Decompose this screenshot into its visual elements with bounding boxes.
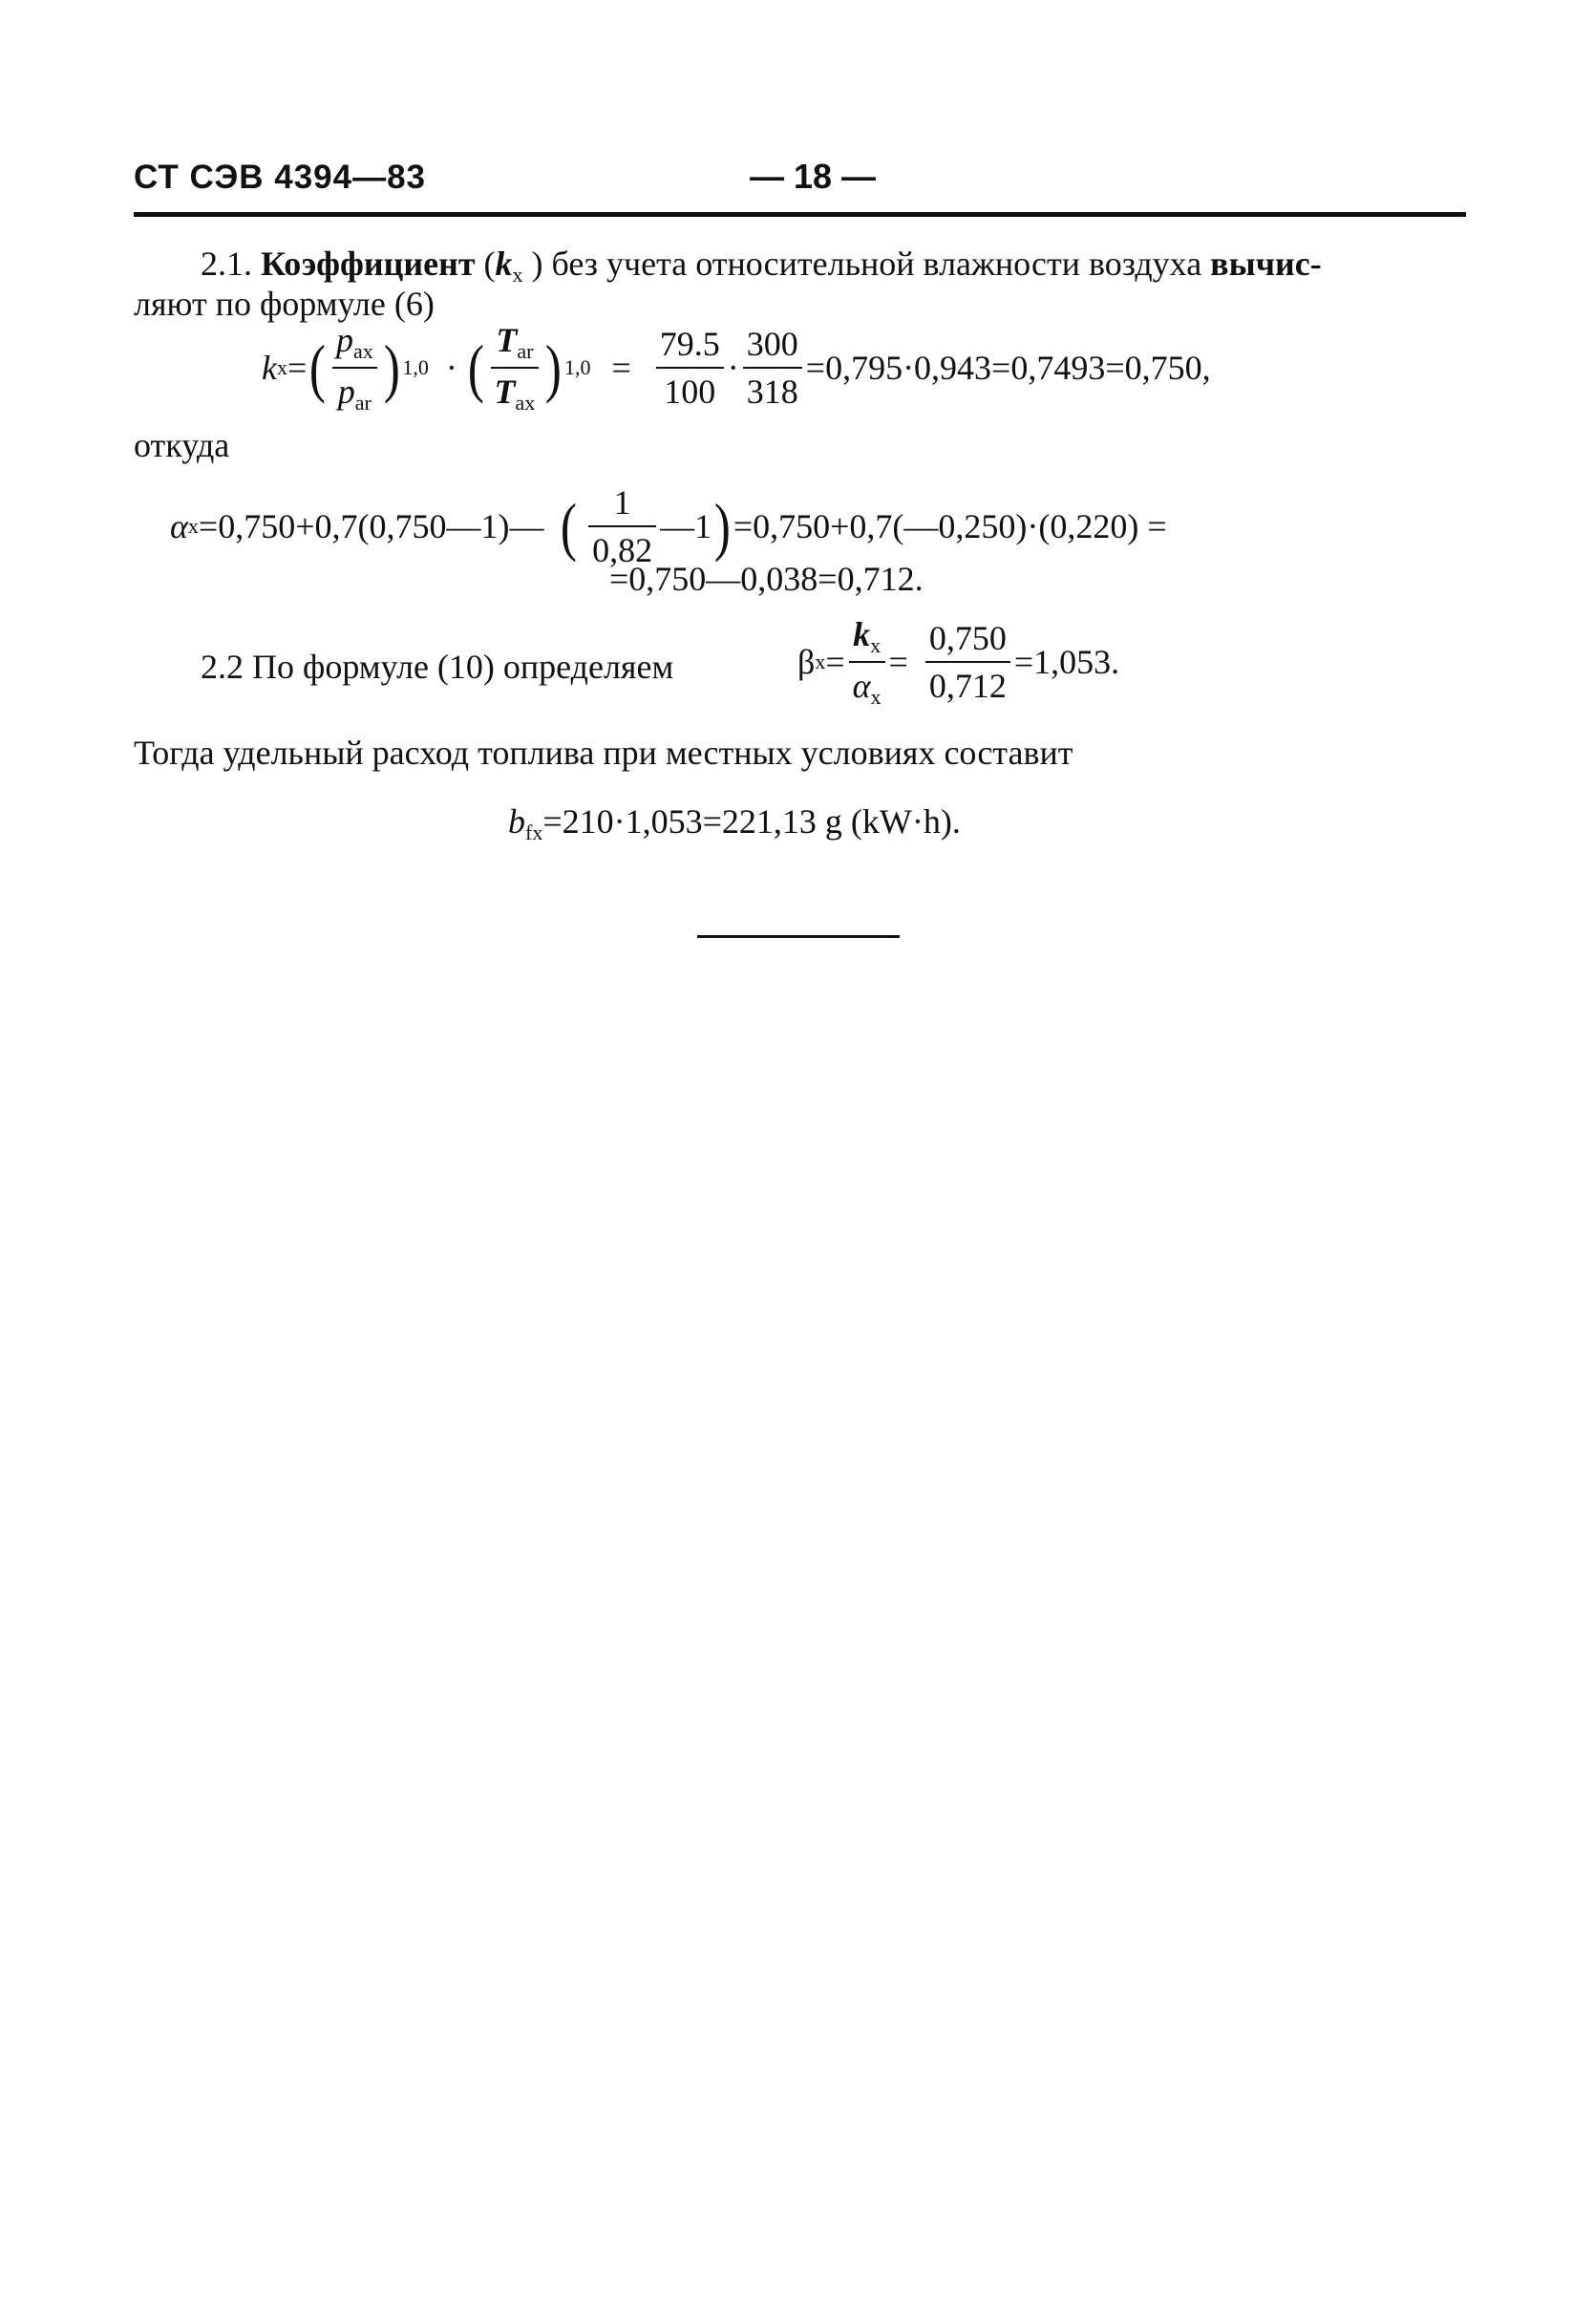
frac-numerator: 1	[588, 482, 656, 527]
standard-number: СТ СЭВ 4394—83	[134, 159, 427, 196]
equation-alpha-x	[170, 482, 1167, 570]
paragraph-text-end: вычис-	[1210, 245, 1322, 283]
left-paren: (	[309, 331, 327, 404]
paragraph-number: 2.1.	[201, 245, 261, 283]
frac-numerator: 300	[743, 324, 802, 369]
frac-numerator: p	[335, 321, 353, 359]
eq3-lhs-subscript: x	[815, 650, 826, 673]
exponent: 1,0	[563, 355, 591, 379]
symbol-k-subscript: x	[512, 263, 523, 287]
frac-numerator-subscript: ar	[517, 339, 534, 363]
paragraph-2-2: 2.2 По формуле (10) определяем	[201, 648, 674, 686]
frac-denominator: 100	[664, 373, 716, 411]
equation-bfx	[508, 804, 961, 843]
equation-kx	[262, 320, 1211, 416]
eq2-part-2: =0,750+0,7(—0,250)·(0,220) =	[733, 507, 1167, 545]
frac-numerator: k	[853, 615, 871, 653]
multiply-dot: ·	[445, 349, 457, 387]
frac-numerator: T	[496, 321, 518, 359]
eq2-lhs: α	[170, 507, 188, 545]
right-paren: )	[383, 331, 400, 404]
fraction-temperature	[491, 320, 540, 416]
frac-denominator: 0,82	[592, 531, 653, 569]
frac-numerator: 79.5	[656, 324, 724, 369]
conclusion-text: Тогда удельный расход топлива при местных условиях составит	[134, 734, 1073, 772]
term-coefficient: Коэффициент	[261, 245, 476, 283]
right-paren: )	[545, 331, 563, 404]
paragraph-2-1-line-1: 2.1. Коэффициент ($k_x$ ) без учета относительной влажности воздуха вычис-	[201, 245, 1322, 287]
eq2-part-1: =0,750+0,7(0,750—1)—	[198, 507, 544, 545]
eq4-lhs-subscript: fx	[525, 821, 543, 844]
right-paren: )	[713, 490, 731, 563]
end-rule	[697, 935, 900, 938]
fraction-0-750-over-0-712	[925, 618, 1010, 706]
frac-numerator-subscript: ax	[352, 339, 373, 363]
left-paren: (	[560, 490, 577, 563]
eq1-result: =0,795·0,943=0,7493=0,750,	[805, 349, 1211, 387]
eq1-equals-2: =	[611, 349, 631, 387]
multiply-dot: ·	[727, 349, 739, 387]
frac-denominator: 0,712	[928, 667, 1007, 705]
frac-numerator-subscript: x	[870, 633, 882, 657]
word-otkuda: откуда	[134, 426, 230, 464]
header-rule	[134, 212, 1466, 217]
exponent: 1,0	[402, 355, 429, 379]
eq3-equals-2: =	[888, 643, 908, 681]
equation-alpha-x-result: =0,750—0,038=0,712.	[609, 560, 924, 598]
eq3-result: =1,053.	[1013, 643, 1120, 681]
eq1-equals: =	[287, 349, 308, 387]
eq4-lhs: b	[508, 802, 525, 841]
fraction-pressure	[332, 320, 377, 416]
frac-denominator-subscript: x	[870, 685, 882, 709]
eq2-minus-one: —1	[660, 507, 712, 545]
eq4-result: =210·1,053=221,13 g (kW·h).	[542, 802, 961, 841]
paragraph-2-1-line-2: ляют по формуле (6)	[134, 285, 435, 323]
frac-denominator-subscript: ar	[354, 391, 372, 415]
frac-denominator: α	[852, 667, 871, 705]
frac-denominator: 318	[746, 373, 798, 411]
symbol-k: k	[495, 245, 513, 283]
left-paren: (	[467, 331, 484, 404]
eq3-lhs: β	[797, 643, 816, 681]
fraction-1-over-0-82	[588, 482, 656, 570]
paragraph-text: без учета относительной влажности воздуха	[542, 245, 1211, 283]
eq3-equals: =	[825, 643, 845, 681]
equation-beta-x	[797, 614, 1119, 710]
fraction-kx-over-alphax	[849, 614, 885, 710]
eq1-lhs: k	[262, 349, 277, 387]
frac-denominator-subscript: ax	[515, 391, 536, 415]
fraction-300-over-318	[743, 324, 802, 412]
eq1-lhs-subscript: x	[276, 355, 287, 379]
eq2-lhs-subscript: x	[187, 514, 199, 538]
frac-numerator: 0,750	[925, 618, 1010, 663]
frac-denominator: T	[494, 373, 516, 411]
fraction-79-5-over-100	[656, 324, 724, 412]
page-number: — 18 —	[750, 157, 877, 196]
frac-denominator: p	[337, 373, 355, 411]
